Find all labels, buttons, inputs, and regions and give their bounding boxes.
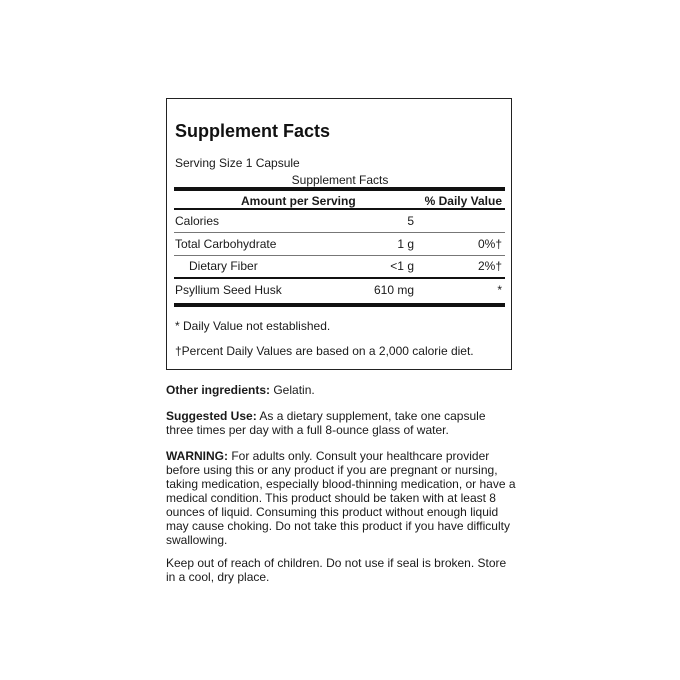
warning-label: WARNING: <box>166 449 228 463</box>
footnote-percent-daily-values: †Percent Daily Values are based on a 2,000 calorie diet. <box>175 344 474 358</box>
row-name: Total Carbohydrate <box>175 237 277 251</box>
row-daily-value: 2%† <box>477 259 502 273</box>
supplement-facts-panel <box>166 98 512 370</box>
other-ingredients <box>166 383 516 397</box>
facts-title: Supplement Facts <box>175 121 331 141</box>
table-caption: Supplement Facts <box>291 173 389 187</box>
suggested-use <box>166 409 516 437</box>
row-name: Dietary Fiber <box>189 259 258 273</box>
footnote-daily-value-not-established: * Daily Value not established. <box>175 319 331 333</box>
other-ingredients-label: Other ingredients: <box>166 383 271 397</box>
suggested-use-label: Suggested Use: <box>166 409 257 423</box>
row-divider <box>174 232 505 233</box>
row-divider <box>174 255 505 256</box>
suggested-use-text: As a dietary supplement, take one capsule three times per day with a full 8-ounce glass of water. <box>166 409 486 437</box>
bottom-thick-rule <box>174 303 505 307</box>
warning <box>166 449 516 547</box>
warning-text: For adults only. Consult your healthcare provider before using this or any product if you are pregnant or nursing, taking medication, especially blood-thinning medication, or have a medical condition. This product should be taken with at least 8 ounces of liquid. Consuming this product without enough liquid may cause choking. Do not take this product if you have difficulty swallowing. <box>166 449 516 547</box>
storage-instructions: Keep out of reach of children. Do not use if seal is broken. Store in a cool, dry place. <box>166 556 507 584</box>
row-amount: 610 mg <box>373 283 414 297</box>
row-daily-value: 0%† <box>477 237 502 251</box>
row-daily-value: * <box>497 283 502 297</box>
row-name: Psyllium Seed Husk <box>175 283 282 297</box>
row-amount: 5 <box>407 214 414 228</box>
header-amount-per-serving: Amount per Serving <box>241 194 356 208</box>
header-rule <box>174 208 505 210</box>
row-amount: <1 g <box>390 259 414 273</box>
other-ingredients-text: Gelatin. <box>270 383 315 397</box>
serving-size: Serving Size 1 Capsule <box>175 156 300 170</box>
section-rule <box>174 277 505 279</box>
row-amount: 1 g <box>397 237 414 251</box>
header-daily-value: % Daily Value <box>424 194 502 208</box>
row-name: Calories <box>175 214 220 228</box>
top-thick-rule <box>174 187 505 191</box>
